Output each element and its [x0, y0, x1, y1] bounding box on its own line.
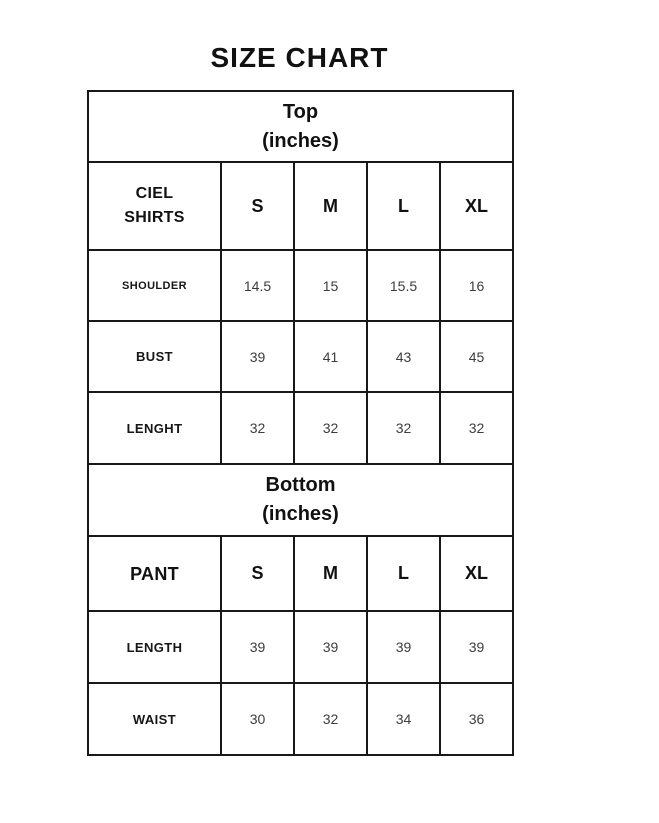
- measurement-value: 39: [367, 611, 440, 683]
- section-title-bottom: Bottom: [265, 474, 336, 496]
- measurement-value: 32: [221, 392, 294, 464]
- size-header-bottom-m: M: [294, 536, 367, 611]
- measurement-value: 34: [367, 683, 440, 755]
- size-header-top-xl: XL: [440, 162, 513, 250]
- measurement-value: 39: [294, 611, 367, 683]
- column-header-row-shirts: [88, 162, 513, 250]
- measurement-label-lenght: LENGHT: [88, 392, 221, 464]
- measurement-label-shoulder: SHOULDER: [88, 250, 221, 321]
- size-header-bottom-xl: XL: [440, 536, 513, 611]
- measurement-row-lenght: [88, 392, 513, 464]
- size-chart-table: [87, 90, 514, 756]
- section-unit-bottom: (inches): [262, 503, 339, 525]
- measurement-label-waist: WAIST: [88, 683, 221, 755]
- product-header-pant: PANT: [88, 536, 221, 611]
- measurement-row-bust: [88, 321, 513, 392]
- measurement-value: 32: [367, 392, 440, 464]
- measurement-row-shoulder: [88, 250, 513, 321]
- page-title: SIZE CHART: [210, 42, 389, 73]
- measurement-value: 32: [294, 392, 367, 464]
- measurement-value: 36: [440, 683, 513, 755]
- measurement-value: 30: [221, 683, 294, 755]
- measurement-value: 41: [294, 321, 367, 392]
- measurement-value: 39: [221, 611, 294, 683]
- measurement-row-length: [88, 611, 513, 683]
- section-header-top: [88, 91, 513, 162]
- size-header-top-m: M: [294, 162, 367, 250]
- measurement-label-bust: BUST: [88, 321, 221, 392]
- section-header-row-top: [88, 91, 513, 162]
- measurement-label-length: LENGTH: [88, 611, 221, 683]
- measurement-value: 14.5: [221, 250, 294, 321]
- measurement-value: 16: [440, 250, 513, 321]
- measurement-value: 45: [440, 321, 513, 392]
- measurement-value: 15: [294, 250, 367, 321]
- size-header-top-l: L: [367, 162, 440, 250]
- section-unit-top: (inches): [262, 129, 339, 152]
- measurement-value: 43: [367, 321, 440, 392]
- size-header-bottom-l: L: [367, 536, 440, 611]
- measurement-value: 32: [440, 392, 513, 464]
- measurement-row-waist: [88, 683, 513, 755]
- section-header-bottom: [88, 464, 513, 536]
- section-header-row-bottom: [88, 464, 513, 536]
- product-name-line2: SHIRTS: [124, 209, 185, 226]
- size-header-top-s: S: [221, 162, 294, 250]
- measurement-value: 15.5: [367, 250, 440, 321]
- section-title-top: Top: [282, 100, 319, 123]
- column-header-row-pant: [88, 536, 513, 611]
- product-header-ciel-shirts: [88, 162, 221, 250]
- measurement-value: 39: [440, 611, 513, 683]
- size-header-bottom-s: S: [221, 536, 294, 611]
- measurement-value: 39: [221, 321, 294, 392]
- measurement-value: 32: [294, 683, 367, 755]
- product-name-line1: CIEL: [135, 185, 174, 202]
